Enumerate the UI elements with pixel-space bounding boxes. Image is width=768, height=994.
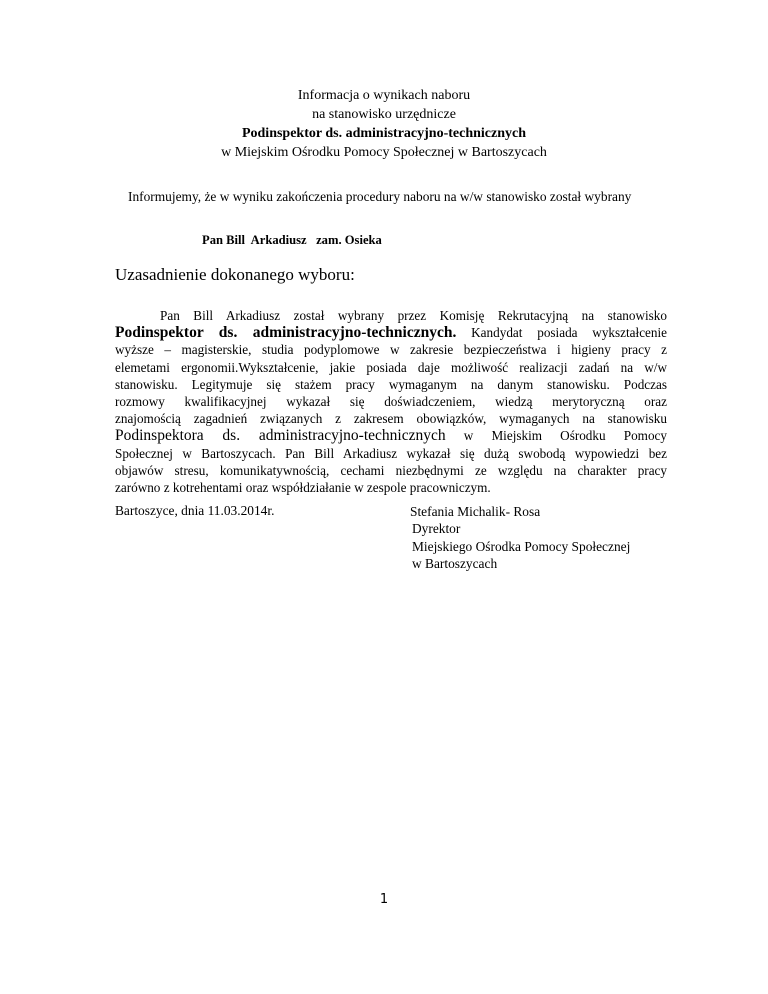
signature-organization: Miejskiego Ośrodka Pomocy Społecznej [412,538,631,554]
justification-paragraph [115,307,667,496]
justification-line: znajomością zagadnień związanych z zakresem obowiązków, wymaganych na stanowisku [115,411,667,427]
selected-candidate: Pan Bill Arkadiusz zam. Osieka [202,233,382,247]
justification-line [115,427,667,444]
page-number: 1 [379,892,389,907]
justification-line: Społecznej w Bartoszycach. Pan Bill Arkadiusz wykazał się dużą swobodą wypowiedzi bez [115,445,667,461]
header-institution: w Miejskim Ośrodku Pomocy Społecznej w Bartoszycach [221,145,547,160]
section-title: Uzasadnienie dokonanego wyboru: [115,265,355,284]
position-name-large: Podinspektora ds. administracyjno-technicznych [115,427,446,445]
justification-line: wyższe – magisterskie, studia podyplomowe w zakresie bezpieczeństwa i higieny pracy z [115,342,667,358]
place-and-date: Bartoszyce, dnia 11.03.2014r. [115,503,275,518]
justification-line: objawów stresu, komunikatywnością, cechami niezbędnymi ze względu na charakter pracy [115,462,667,478]
position-name-bold: Podinspektor ds. administracyjno-technicznych. [115,324,457,342]
signature-name: Stefania Michalik- Rosa [410,504,541,519]
header-title-line: Informacja o wynikach naboru [297,88,471,103]
header-subtitle-line: na stanowisko urzędnicze [312,107,456,122]
intro-paragraph: Informujemy, że w wyniku zakończenia procedury naboru na w/w stanowisko został wybrany [128,189,632,204]
header-position-name: Podinspektor ds. administracyjno-technicznych [241,126,527,141]
justification-line: stanowisku. Legitymuje się stażem pracy wymaganym na danym stanowisku. Podczas [115,376,667,392]
justification-line: zarówno z kotrehentami oraz współdziałanie w zespole pracowniczym. [115,480,491,496]
justification-text: w Miejskim Ośrodku Pomocy [445,428,667,444]
signature-city: w Bartoszycach [412,555,498,571]
justification-line: Pan Bill Arkadiusz został wybrany przez Komisję Rekrutacyjną na stanowisko [160,308,667,323]
justification-line: rozmowy kwalifikacyjnej wykazał się doświadczeniem, wiedzą merytoryczną oraz [115,394,667,410]
justification-text: Kandydat posiada wykształcenie [456,325,668,341]
document-header [0,86,768,162]
justification-line [115,324,667,341]
signature-block [410,503,630,572]
justification-line: elemetami ergonomii.Wykształcenie, jakie posiada daje możliwość realizacji zadań na w/w [115,359,667,375]
signature-title: Dyrektor [412,521,461,537]
